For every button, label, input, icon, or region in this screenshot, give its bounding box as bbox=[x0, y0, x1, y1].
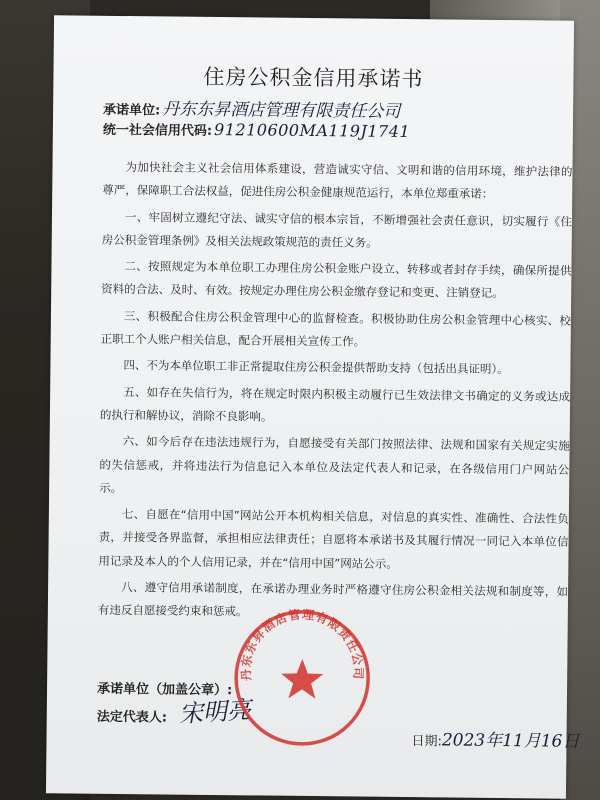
credit-code-label: 统一社会信用代码: bbox=[102, 122, 213, 139]
credit-code-value: 91210600MA119J1741 bbox=[214, 119, 411, 142]
seal-star bbox=[281, 659, 323, 699]
date-label: 日期: bbox=[411, 734, 442, 750]
unit-row bbox=[103, 94, 400, 122]
date-row bbox=[411, 725, 579, 752]
date-value: 2023年11月16日 bbox=[441, 730, 580, 752]
document-title: 住房公积金信用承诺书 bbox=[203, 64, 424, 92]
legal-rep-signature: 宋明亮 bbox=[178, 695, 252, 729]
clause-8: 八、遵守信用承诺制度，在承诺办理业务时严格遵守住房公积金相关法规和制度等，如有违反自愿接受约束和惩戒。 bbox=[97, 580, 569, 619]
clause-1: 一、牢固树立遵纪守法、诚实守信的根本宗旨，不断增强社会责任意识，切实履行《住房公积金管理条例》及相关法规政策规范的责任义务。 bbox=[101, 209, 573, 250]
legal-rep-label: 法定代表人: bbox=[96, 709, 168, 726]
legal-rep-row bbox=[97, 706, 167, 726]
unit-value: 丹东东昇酒店管理有限责任公司 bbox=[162, 99, 401, 122]
clause-3: 三、积极配合住房公积金管理中心的监督检查。积极协助住房公积金管理中心核实、校正职工个人账户相关信息，配合开展相关宣传工作。 bbox=[100, 308, 571, 349]
official-seal bbox=[226, 602, 378, 754]
clause-7: 七、自愿在“信用中国”网站公开本机构相关信息，对信息的真实性、准确性、合法性负责，并接受各界监督，承担相应法律责任；自愿将本承诺书及其履行情况一同记入本单位信用记录及本人的个人信用记录，并在“信用中国”网站公示。 bbox=[98, 507, 569, 571]
document-paper bbox=[46, 15, 580, 798]
commitment-body bbox=[98, 156, 573, 631]
intro-paragraph: 为加快社会主义社会信用体系建设，营造诚实守信、文明和谐的信用环境，维护法律的尊严，保障职工合法权益，促进住房公积金健康规范运行，本单位郑重承诺： bbox=[102, 160, 573, 202]
credit-code-row bbox=[103, 119, 410, 141]
clause-5: 五、如存在失信行为，将在规定时限内积极主动履行已生效法律文书确定的义务或达成的执行和解协议，消除不良影响。 bbox=[99, 384, 571, 424]
clause-6: 六、如今后存在违法违规行为，自愿接受有关部门按照法律、法规和国家有关规定实施的失信惩戒，并将违法行为信息记入本单位及法定代表人和记录，在各级信用门户网站公示。 bbox=[99, 434, 570, 495]
sign-unit-label: 承诺单位（加盖公章）: bbox=[96, 681, 233, 699]
clause-4: 四、不为本单位职工非正常提取住房公积金提供帮助支持（包括出具证明）。 bbox=[123, 358, 509, 377]
clause-2: 二、按照规定为本单位职工办理住房公积金账户设立、转移或者封存手续，确保所提供资料的合法、及时、有效。按规定办理住房公积金缴存登记和变更、注销登记。 bbox=[101, 259, 572, 301]
unit-label: 承诺单位: bbox=[103, 102, 161, 119]
seal-text-path: 丹东东昇酒店管理有限责任公司 bbox=[238, 607, 366, 682]
